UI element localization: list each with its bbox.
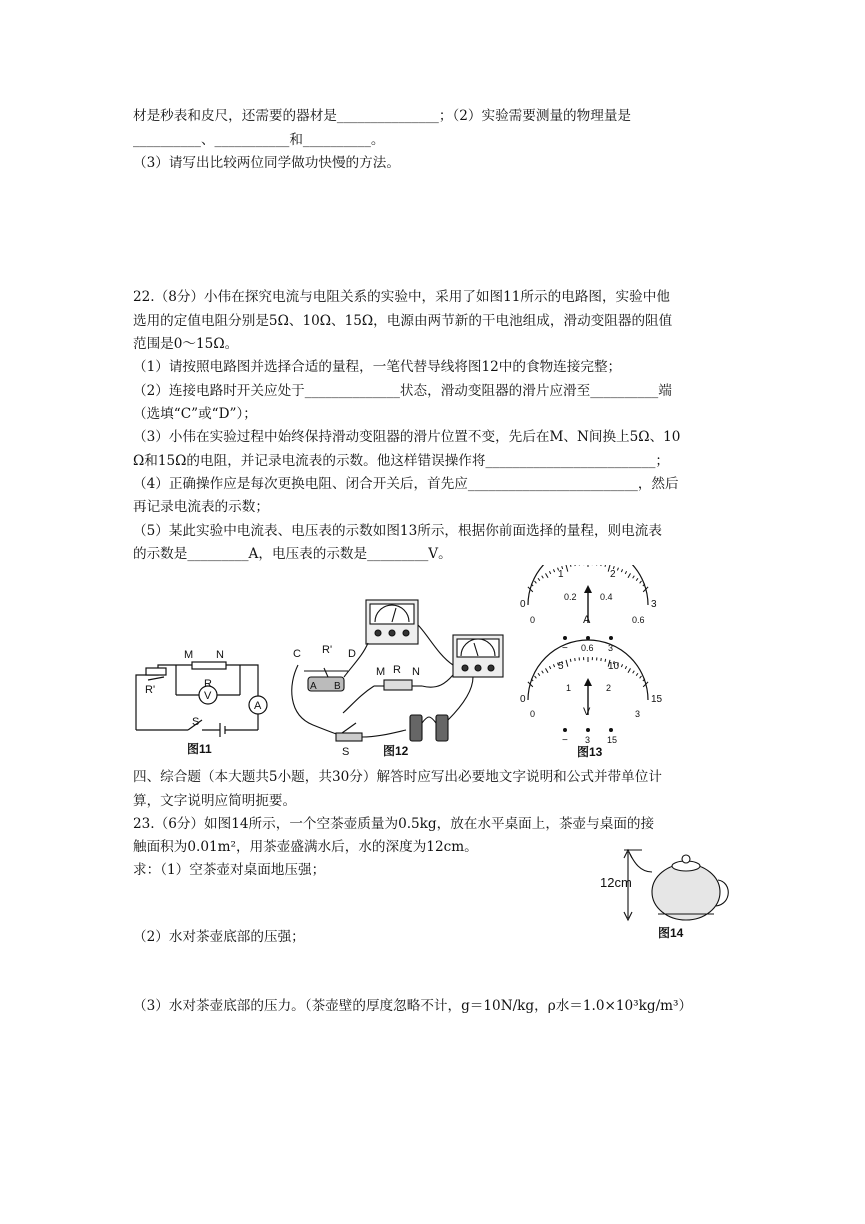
figure-13-voltmeter <box>520 640 663 746</box>
text-line: __________、___________和__________。 <box>133 132 385 148</box>
fig11-label-m: M <box>184 649 194 661</box>
meter-tick <box>636 673 638 675</box>
meter-tick <box>633 671 635 674</box>
meter-tick <box>538 578 540 580</box>
text-line: 求：（1）空茶壶对桌面地压强； <box>133 862 326 878</box>
fig12-label-r: R <box>393 664 401 676</box>
fig12-label-b: B <box>334 681 341 692</box>
meter-tick <box>553 664 554 667</box>
meter-tick <box>640 676 642 678</box>
text-line: 选用的定值电阻分别是5Ω、10Ω、15Ω，电源由两节新的干电池组成，滑动变阻器的阻值 <box>133 313 673 329</box>
meter-tick <box>546 668 549 672</box>
fig12-label-m: M <box>376 666 386 678</box>
meter-tick <box>605 659 606 662</box>
fig12-label-d: D <box>348 648 356 660</box>
meter-tick <box>549 666 550 669</box>
text-line: （1）请按照电路图并选择合适的量程，一笔代替导线将图12中的食物连接完整； <box>133 359 622 375</box>
fig11-label-n: N <box>216 649 224 661</box>
text-line: 触面积为0.01m²，用茶壶盛满水后，水的深度为12cm。 <box>133 839 478 855</box>
fig12-caption: 图12 <box>383 744 409 758</box>
fig12-label-r-prime: R' <box>322 644 333 656</box>
fig12-label-s: S <box>342 746 350 758</box>
figures-11-12-13 <box>128 565 738 765</box>
meter-tick <box>542 671 544 674</box>
meter-tick <box>535 676 537 678</box>
voltmeter-outer-tick: 10 <box>608 661 620 672</box>
ammeter-terminal: 0.6 <box>581 643 594 653</box>
figure-13-ammeter <box>520 565 657 654</box>
text-line: （选填“C”或“D”）； <box>133 406 257 422</box>
meter-tick <box>621 569 622 572</box>
ammeter-unit: A <box>583 614 591 626</box>
meter-tick <box>625 666 626 669</box>
ammeter-outer-tick: 1 <box>558 569 564 580</box>
fig11-label-a: A <box>254 700 262 712</box>
voltmeter-inner-tick: 0 <box>530 709 536 719</box>
question-23-line: 23.（6分）如图14所示，一个空茶壶质量为0.5kg，放在水平桌面上，茶壶与桌面的接 <box>133 816 655 832</box>
meter-tick <box>636 578 638 580</box>
ammeter-inner-tick: 0.2 <box>564 592 577 602</box>
text-line: 再记录电流表的示数； <box>133 499 269 515</box>
ammeter-outer-tick: 2 <box>610 569 616 580</box>
meter-tick <box>538 673 540 675</box>
meter-tick <box>621 664 622 667</box>
voltmeter-terminal: − <box>562 735 568 746</box>
text-line: （2）连接电路时开关应处于______________状态，滑动变阻器的滑片应滑至__________端 <box>133 383 672 399</box>
text-line: 的示数是_________A，电压表的示数是_________V。 <box>133 546 452 562</box>
fig14-depth-label: 12cm <box>600 875 632 890</box>
meter-tick <box>628 668 631 672</box>
meter-tick <box>566 660 568 667</box>
voltmeter-inner-tick: 1 <box>566 683 572 693</box>
meter-tick <box>553 569 554 572</box>
meter-tick <box>640 581 642 583</box>
ammeter-outer-tick: 0 <box>520 599 526 610</box>
fig11-label-r-prime: R' <box>145 684 156 696</box>
figure-14-teapot <box>600 842 738 942</box>
text-line: （4）正确操作应是每次更换电阻、闭合开关后，首先应_________________________，然后 <box>133 476 679 492</box>
meter-tick <box>535 581 537 583</box>
text-line: 算，文字说明应简明扼要。 <box>133 793 297 809</box>
meter-tick <box>617 568 618 571</box>
ammeter-inner-tick: 0.4 <box>600 592 613 602</box>
meter-tick <box>605 565 606 567</box>
ammeter-terminal: − <box>562 643 568 654</box>
meter-tick <box>566 565 568 572</box>
text-line: （3）小伟在实验过程中始终保持滑动变阻器的滑片位置不变，先后在M、N间换上5Ω、10 <box>133 429 681 445</box>
voltmeter-terminal: 15 <box>607 735 618 745</box>
text-line: （2）水对茶壶底部的压强； <box>133 929 305 945</box>
fig12-label-c: C <box>293 648 301 660</box>
voltmeter-outer-tick: 0 <box>520 694 526 705</box>
question-22-line: 22.（8分）小伟在探究电流与电阻关系的实验中，采用了如图11所示的电路图，实验中他 <box>133 289 670 305</box>
meter-tick <box>628 573 631 577</box>
ammeter-inner-tick: 0 <box>530 615 536 625</box>
ammeter-terminal: 3 <box>608 643 614 653</box>
voltmeter-inner-tick: 2 <box>606 683 612 693</box>
fig12-label-n: N <box>412 666 420 678</box>
text-line: 范围是0～15Ω。 <box>133 336 239 352</box>
ammeter-outer-tick: 3 <box>651 599 657 610</box>
voltmeter-outer-tick: 5 <box>558 661 564 672</box>
fig12-label-a: A <box>310 681 317 692</box>
text-line: （5）某此实验中电流表、电压表的示数如图13所示，根据你前面选择的量程，则电流表 <box>133 523 662 539</box>
text-line: （3）请写出比较两位同学做功快慢的方法。 <box>133 155 400 171</box>
figure-11-circuit-diagram <box>136 662 267 737</box>
meter-tick <box>570 565 571 567</box>
meter-tick <box>633 576 635 579</box>
meter-tick <box>546 573 549 577</box>
meter-tick <box>549 571 550 574</box>
fig11-label-r: R <box>204 678 212 690</box>
section-heading: 四、综合题（本大题共5小题，共30分）解答时应写出必要地文字说明和公式并带单位计 <box>133 769 662 785</box>
fig11-label-s: S <box>192 716 200 728</box>
fig13-caption: 图13 <box>577 745 603 759</box>
text-line: 材是秒表和皮尺，还需要的器材是_______________；（2）实验需要测量的物理量是 <box>133 108 632 124</box>
meter-tick <box>570 659 571 662</box>
fig11-label-v: V <box>204 690 212 702</box>
text-line: （3）水对茶壶底部的压力。（茶壶壁的厚度忽略不计，g＝10N/kg，ρ水＝1.0×10³kg/m³） <box>133 998 693 1014</box>
fig14-caption: 图14 <box>658 926 684 940</box>
ammeter-inner-tick: 0.6 <box>632 615 645 625</box>
voltmeter-inner-tick: 3 <box>635 709 641 719</box>
meter-tick <box>625 571 626 574</box>
fig11-caption: 图11 <box>187 742 212 756</box>
voltmeter-outer-tick: 15 <box>651 694 663 705</box>
text-line: Ω和15Ω的电阻，并记录电流表的示数。他这样错误操作将_________________________； <box>133 453 670 469</box>
meter-tick <box>542 576 544 579</box>
voltmeter-terminal: 3 <box>585 735 591 745</box>
voltmeter-unit: V <box>583 706 591 718</box>
